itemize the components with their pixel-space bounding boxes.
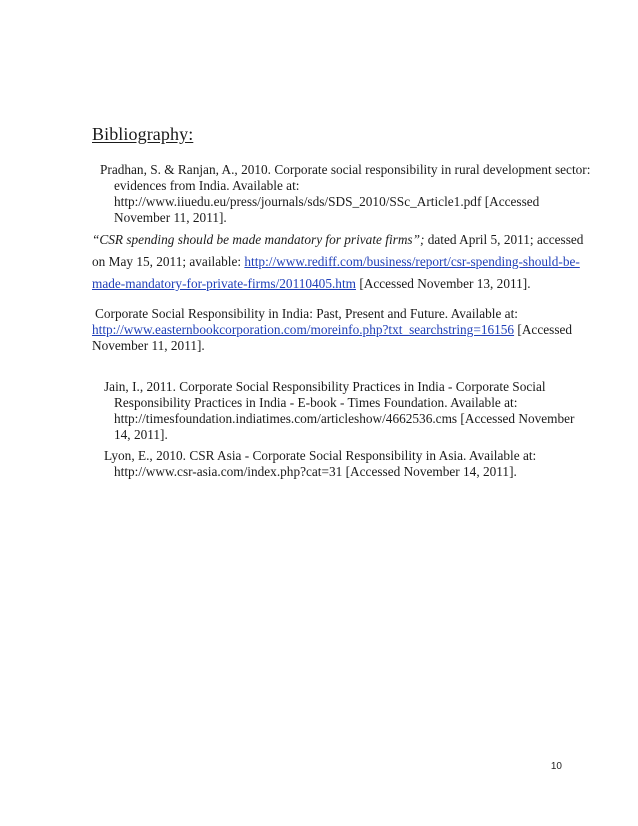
reference-line: http://www.csr-asia.com/index.php?cat=31 [Accessed November 14, 2011]. xyxy=(114,464,517,479)
reference-pradhan xyxy=(100,162,591,226)
reference-line: Pradhan, S. & Ranjan, A., 2010. Corporate social responsibility in rural development sector: xyxy=(100,162,591,177)
bibliography-heading: Bibliography: xyxy=(92,124,194,144)
reference-line: November 11, 2011]. xyxy=(92,338,205,353)
reference-line-group xyxy=(92,251,580,273)
reference-line: Corporate Social Responsibility in India: Past, Present and Future. Available at: xyxy=(95,306,518,321)
reference-eastern xyxy=(92,306,573,354)
reference-line: http://www.iiuedu.eu/press/journals/sds/SDS_2010/SSc_Article1.pdf [Accessed xyxy=(114,194,540,209)
reference-line-group xyxy=(92,273,570,295)
rediff-link-part1[interactable]: http://www.rediff.com/business/report/csr-spending-should-be- xyxy=(244,254,580,269)
reference-lyon xyxy=(100,448,570,480)
reference-text: [Accessed xyxy=(514,322,573,337)
reference-line: Lyon, E., 2010. CSR Asia - Corporate Social Responsibility in Asia. Available at: xyxy=(104,448,537,463)
reference-line: evidences from India. Available at: xyxy=(114,178,300,193)
reference-line-group xyxy=(92,322,573,338)
eastern-link[interactable]: http://www.easternbookcorporation.com/moreinfo.php?txt_searchstring=16156 xyxy=(92,322,515,337)
reference-title: “CSR spending should be made mandatory for private firms”; xyxy=(92,232,425,247)
reference-line: November 11, 2011]. xyxy=(114,210,227,225)
reference-text: dated April 5, 2011; accessed xyxy=(424,232,584,247)
reference-jain xyxy=(100,379,575,443)
reference-line: Jain, I., 2011. Corporate Social Responsibility Practices in India - Corporate Social xyxy=(104,379,546,394)
reference-text: on May 15, 2011; available: xyxy=(92,254,245,269)
reference-line: http://timesfoundation.indiatimes.com/articleshow/4662536.cms [Accessed November xyxy=(114,411,575,426)
rediff-link-part2[interactable]: made-mandatory-for-private-firms/20110405.htm xyxy=(92,276,356,291)
reference-text: [Accessed November 13, 2011]. xyxy=(356,276,531,291)
reference-line-group xyxy=(92,229,584,251)
reference-rediff xyxy=(92,229,584,295)
reference-line: Responsibility Practices in India - E-book - Times Foundation. Available at: xyxy=(114,395,518,410)
page-number: 10 xyxy=(550,761,562,772)
reference-line: 14, 2011]. xyxy=(114,427,168,442)
